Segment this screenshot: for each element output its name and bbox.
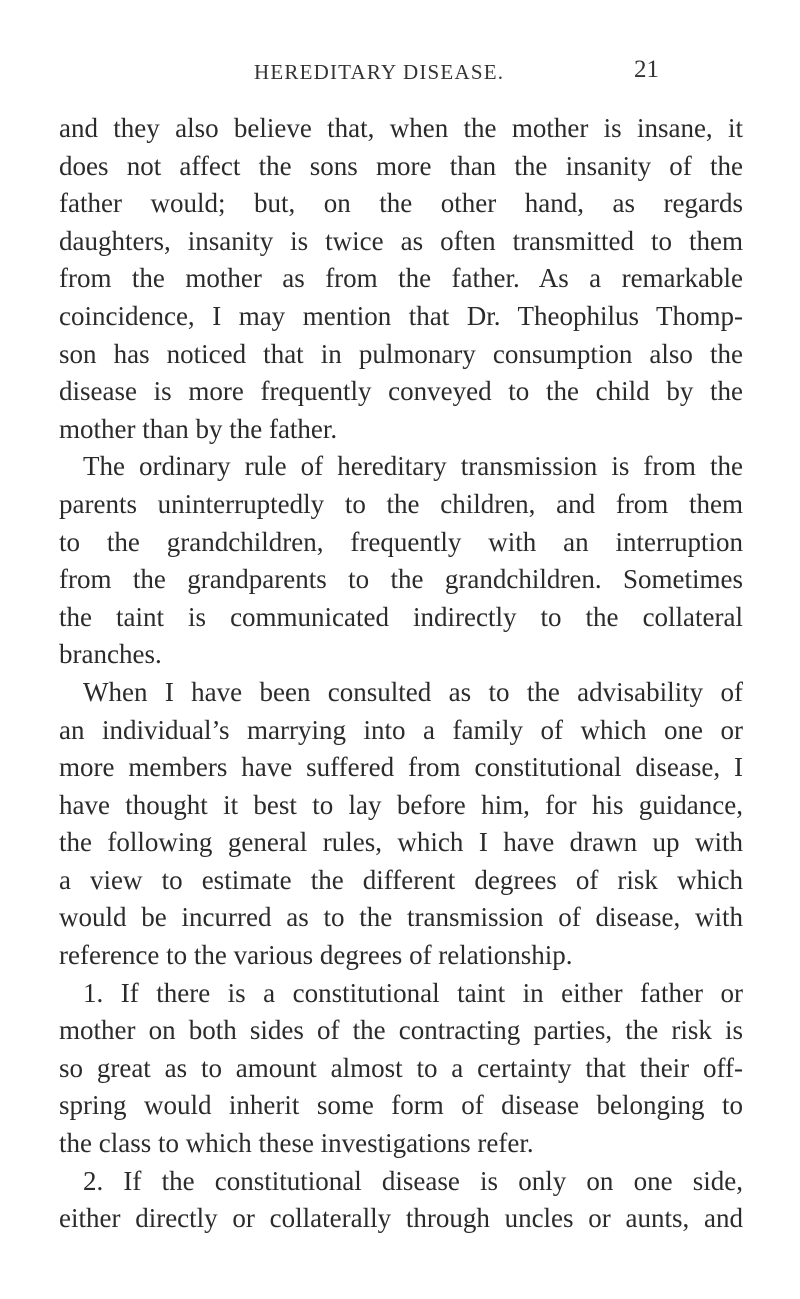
text-line: so great as to amount almost to a certainty that their off- — [59, 1052, 743, 1083]
text-line: to the grandchildren, frequently with an interruption — [59, 526, 743, 557]
text-line: have thought it best to lay before him, for his guidance, — [59, 789, 743, 820]
text-line: When I have been consulted as to the advisability of — [83, 676, 743, 707]
text-line: branches. — [59, 639, 162, 670]
text-line: the taint is communicated indirectly to the collateral — [59, 601, 743, 632]
text-line: spring would inherit some form of disease belonging to — [59, 1090, 743, 1121]
text-line: either directly or collaterally through uncles or aunts, and — [59, 1203, 743, 1234]
text-line: from the grandparents to the grandchildren. Sometimes — [59, 564, 743, 595]
text-line: reference to the various degrees of relationship. — [59, 940, 573, 971]
text-line: 2. If the constitutional disease is only on one side, — [83, 1165, 743, 1196]
body-text — [59, 110, 743, 1238]
running-head — [0, 56, 800, 96]
text-line: from the mother as from the father. As a remarkable — [59, 263, 743, 294]
text-line: parents uninterruptedly to the children, and from them — [59, 488, 743, 519]
text-line: coincidence, I may mention that Dr. Theophilus Thomp- — [59, 300, 743, 331]
text-line: the class to which these investigations refer. — [59, 1128, 534, 1159]
text-line: does not affect the sons more than the insanity of the — [59, 150, 743, 181]
text-line: and they also believe that, when the mother is insane, it — [59, 113, 743, 143]
text-line: daughters, insanity is twice as often transmitted to them — [59, 225, 743, 256]
text-line: son has noticed that in pulmonary consumption also the — [59, 338, 743, 369]
text-line: more members have suffered from constitutional disease, I — [59, 752, 743, 783]
text-line: an individual’s marrying into a family of which one or — [59, 714, 743, 745]
text-line: would be incurred as to the transmission of disease, with — [59, 902, 743, 933]
text-line: 1. If there is a constitutional taint in either father or — [83, 977, 743, 1008]
text-line: disease is more frequently conveyed to the child by the — [59, 376, 743, 407]
text-line: mother on both sides of the contracting parties, the risk is — [59, 1015, 743, 1046]
page-number: 21 — [634, 56, 659, 83]
running-title: HEREDITARY DISEASE. — [254, 60, 505, 84]
text-line: the following general rules, which I have drawn up with — [59, 827, 743, 858]
text-line: a view to estimate the different degrees of risk which — [59, 864, 743, 895]
text-line: mother than by the father. — [59, 413, 338, 444]
text-line: father would; but, on the other hand, as regards — [59, 188, 743, 219]
text-line: The ordinary rule of hereditary transmission is from the — [83, 451, 743, 482]
